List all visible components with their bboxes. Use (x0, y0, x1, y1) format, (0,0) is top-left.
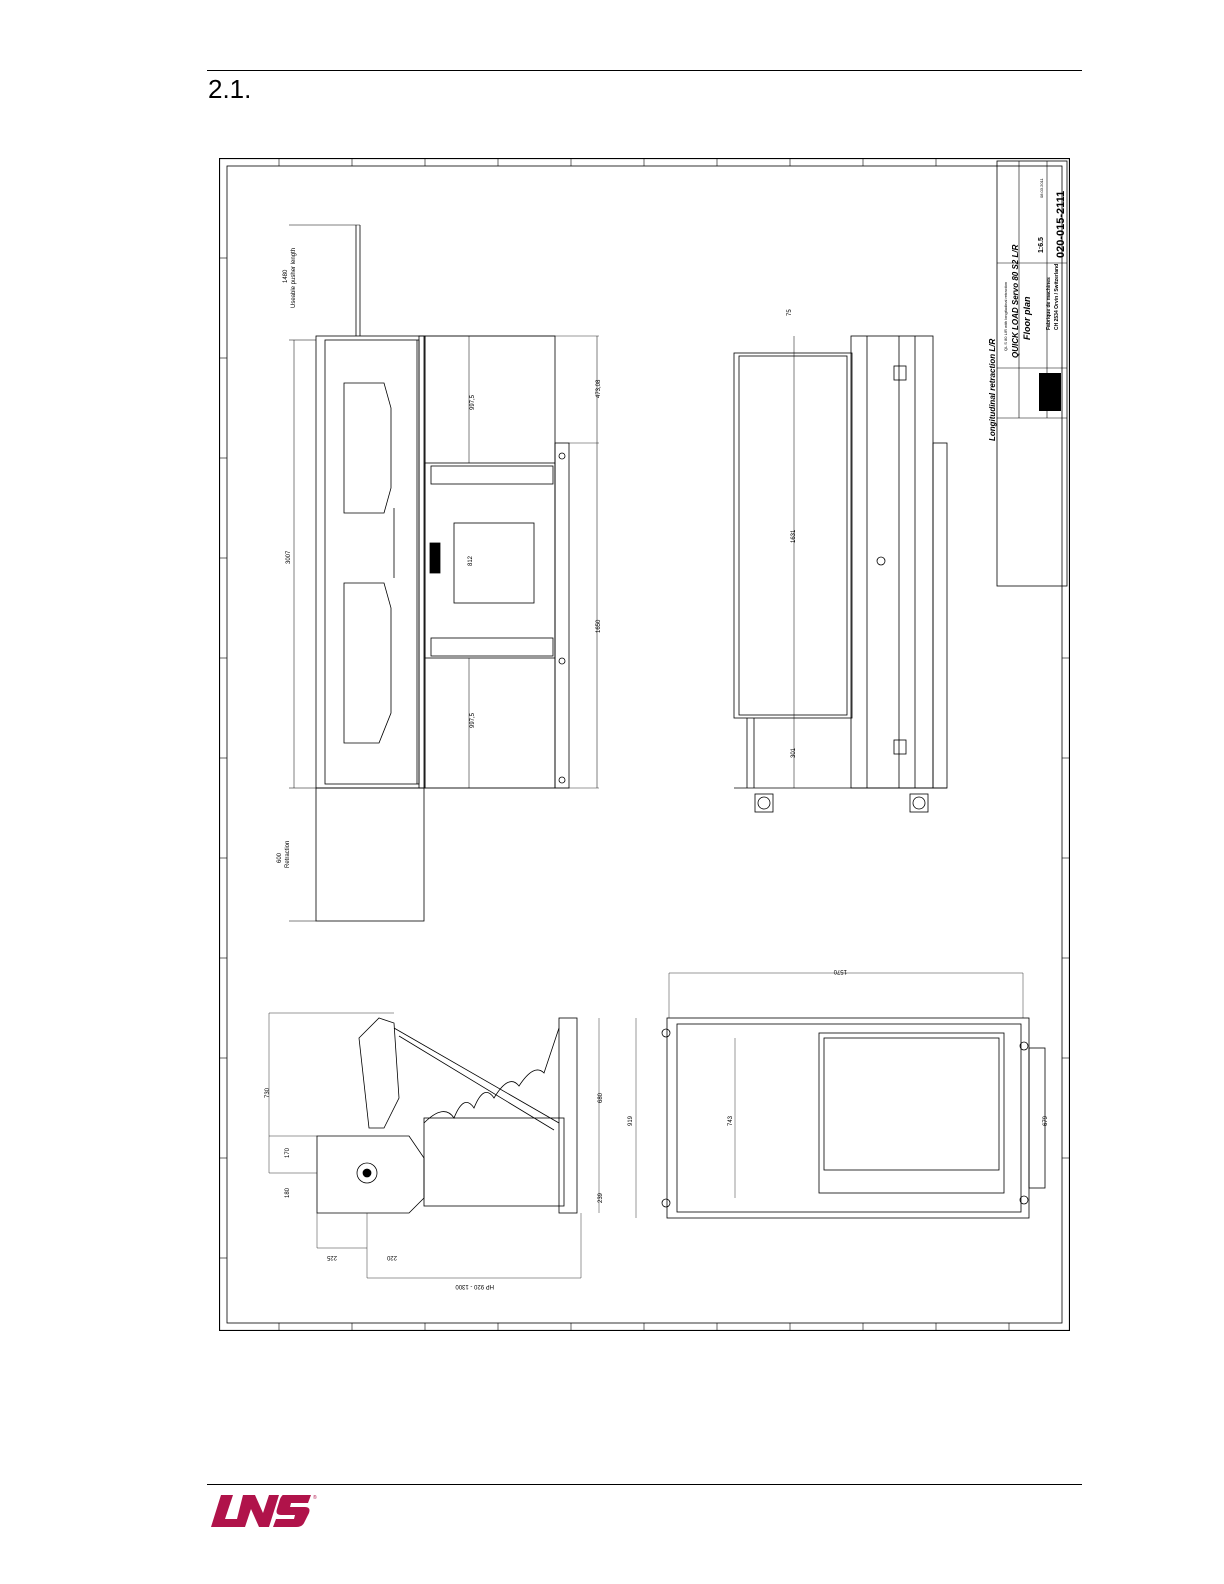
floor-plan-drawing (219, 158, 1070, 1331)
drawing-title-2: Floor plan (1022, 296, 1032, 340)
dim-225: 225 (326, 1254, 337, 1260)
dim-730: 730 (265, 1087, 271, 1098)
dim-usable-pusher-length: 1480 (283, 269, 289, 283)
lns-logo-mark (211, 1495, 311, 1527)
dim-1631: 1631 (791, 529, 797, 543)
dim-180: 180 (285, 1187, 291, 1198)
label-usable-pusher-length: Useable pusher length (291, 247, 297, 308)
dim-1650: 1650 (596, 619, 602, 633)
company-line-2: CH 2534 Orvin / Switzerland (1054, 263, 1060, 330)
section-number: 2.1. (208, 74, 252, 104)
drawing-designation: QL S 80 L/R with longitudinal retraction (1003, 281, 1008, 351)
dim-997-top: 997,5 (470, 394, 476, 410)
dim-1570: 1570 (833, 968, 847, 974)
dim-680: 680 (598, 1092, 604, 1103)
footer-rule (207, 1484, 1082, 1485)
registered-mark: ® (313, 1495, 317, 1501)
dim-679: 679 (1043, 1115, 1049, 1126)
dim-total-length: 3007 (286, 550, 292, 564)
dim-919: 919 (628, 1115, 634, 1126)
dim-220: 220 (386, 1254, 397, 1260)
drawing-number: 020-015-2111 (1055, 190, 1067, 258)
dim-473: 473,08 (596, 379, 602, 398)
lns-logo (207, 1493, 317, 1529)
label-retraction: Retraction (285, 840, 291, 868)
dim-hp-range: HP 920 - 1300 (455, 1283, 494, 1289)
dim-75: 75 (787, 309, 793, 316)
company-line-1: Fabrique de machines (1046, 277, 1052, 330)
dim-812: 812 (468, 555, 474, 566)
drawing-scale: 1:6.5 (1038, 237, 1045, 253)
drawing-date: 08.03.2011 (1039, 178, 1044, 198)
drawing-frame (220, 159, 1070, 1331)
dim-239: 239 (598, 1192, 604, 1203)
dim-301: 301 (791, 747, 797, 758)
dim-170: 170 (285, 1147, 291, 1158)
dim-997-bottom: 997,5 (470, 712, 476, 728)
drawing-subtitle: Longitudinal retraction L/R (988, 338, 997, 441)
header-rule (207, 70, 1082, 71)
dim-retraction: 600 (277, 852, 283, 863)
drawing-title-1: QUICK LOAD Servo 80 S2 L/R (1011, 244, 1020, 358)
dim-743: 743 (728, 1115, 734, 1126)
